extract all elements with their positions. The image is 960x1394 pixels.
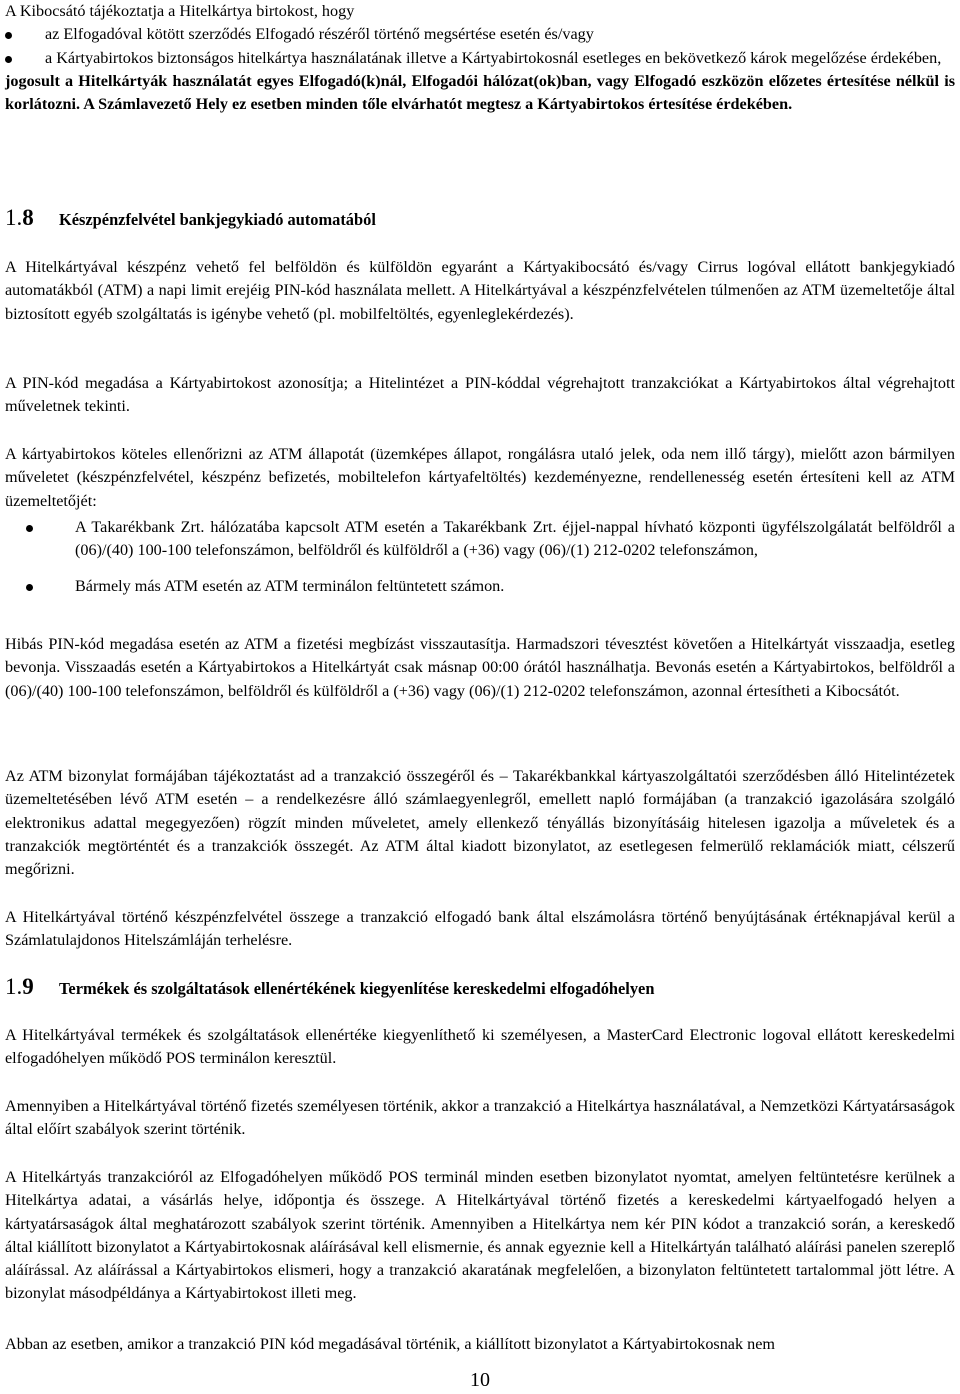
section-1-8-paragraph-1: A Hitelkártyával készpénz vehető fel belföldön és külföldön egyaránt a Kártyakibocsátó és/vagy Cirrus logóval ellátott bankjegykiadó automatákból (ATM) a napi limit erejéig PIN-kód használata mellett. A Hitelkártyával a készpénzfelvételen túlmenően az ATM üzemeltetője által biztosított egyéb szolgáltatás is igénybe vehető (pl. mobilfeltöltés, egyenleglekérdezés). xyxy=(5,258,955,323)
bullet-dot-icon xyxy=(5,56,12,63)
section-1-8-paragraph-5: Az ATM bizonylat formájában tájékoztatást ad a tranzakció összegéről és – Takarékbankkal kártyaszolgáltatói szerződésben álló Hitelintézetek üzemeltetésében lévő ATM esetén – a rendelkezésre álló számlaegyenlegről, emellett napló formájában (a tranzakció igazolására szolgáló elektronikus adattal megegyezően) rögzít minden műveletet, amely ellenkező tényállás bizonyításáig hitelesen igazolja a műveletek és a tranzakciók megtörténtét és a tranzakciók összegét. Az ATM által kiadott bizonylatot, az esetlegesen felmerülő reklamációk miatt, célszerű megőrizni. xyxy=(5,767,955,879)
section-1-8-paragraph-3: A kártyabirtokos köteles ellenőrizni az ATM állapotát (üzemképes állapot, rongálásra utaló jelek, oda nem illő tárgy), mielőtt azon bármilyen műveletet (készpénzfelvétel, készpénz befizetés, mobiltelefon kártyafeltöltés) kezdeményezne, rendellenesség esetén értesíteni kell az ATM üzemeltetőjét: xyxy=(5,445,955,510)
intro-bold-paragraph: jogosult a Hitelkártyák használatát egyes Elfogadó(k)nál, Elfogadói hálózat(ok)ban, vagy Elfogadó eszközön előzetes értesítése nélkül is korlátozni. A Számlavezető Hely ez esetben minden tőle elvárhatót megtesz a Kártyabirtokos értesítése érdekében. xyxy=(5,71,955,114)
list-item: Bármely más ATM esetén az ATM terminálon feltüntetett számon. xyxy=(5,575,955,598)
bullet-dot-icon xyxy=(5,32,12,39)
section-title: Termékek és szolgáltatások ellenértékének kiegyenlítése kereskedelmi elfogadóhelyen xyxy=(59,979,655,998)
section-number: 1.8 xyxy=(5,205,34,230)
section-1-8-paragraph-2: A PIN-kód megadása a Kártyabirtokost azonosítja; a Hitelintézet a PIN-kóddal végrehajtott tranzakciókat a Kártyabirtokos által végrehajtott műveletnek tekinti. xyxy=(5,374,955,416)
intro-bullet-2: a Kártyabirtokos biztonságos hitelkártya használatának illetve a Kártyabirtokosnál esetleges en bekövetkező károk megelőzése érdekében, xyxy=(5,47,955,70)
intro-bullet-1: az Elfogadóval kötött szerződés Elfogadó részéről történő megsértése esetén és/vagy xyxy=(5,23,955,46)
section-1-9-paragraph-3: A Hitelkártyás tranzakcióról az Elfogadóhelyen működő POS terminál minden esetben bizonylatot nyomtat, amelyen feltüntetésre kerülnek a Hitelkártya adatai, a vásárlás helye, időpontja és összege. A Hitelkártyával történő fizetés a kereskedelmi kártyaelfogadó helyen a kártyatársaságok által meghatározott szabályok szerint történik. Amennyiben a Hitelkártya nem kér PIN kódot a tranzakció során, a kereskedő által kiállított bizonylatot a Kártyabirtokosnak aláírásával kell elismernie, és annak egyeznie kell a Hitelkártyán található aláírási panelen szereplő aláírással. Az aláírással a Kártyabirtokos elismeri, hogy a tranzakció akaratának megfelelően, a bizonylaton feltüntetett tartalommal jött létre. A bizonylat másodpéldánya a Kártyabirtokost illeti meg. xyxy=(5,1168,955,1303)
page-number: 10 xyxy=(470,1369,490,1391)
section-1-8-heading xyxy=(5,206,955,231)
section-title: Készpénzfelvétel bankjegykiadó automatából xyxy=(59,210,376,229)
section-number: 1.9 xyxy=(5,974,34,999)
intro-line: A Kibocsátó tájékoztatja a Hitelkártya birtokost, hogy xyxy=(5,2,355,20)
bullet-dot-icon xyxy=(26,584,33,591)
section-1-8-paragraph-4: Hibás PIN-kód megadása esetén az ATM a fizetési megbízást visszautasítja. Harmadszori tévesztést követően a Hitelkártyát visszaadja, esetleg bevonja. Visszaadás esetén a Kártyabirtokos a Hitelkártyát csak másnap 00:00 órától használhatja. Bevonás esetén a Kártyabirtokos, belföldről a (06)/(40) 100-100 telefonszámon, belföldről és külföldről a (+36) vagy (06)/(1) 212-0202 telefonszámon, azonnal értesítheti a Kibocsátót. xyxy=(5,635,955,700)
section-1-8-paragraph-6: A Hitelkártyával történő készpénzfelvétel összege a tranzakció elfogadó bank által elszámolásra történő benyújtásának értéknapjával kerül a Számlatulajdonos Hitelszámláján terhelésre. xyxy=(5,908,955,950)
section-1-8-bullets xyxy=(5,516,955,598)
section-1-9-paragraph-4: Abban az esetben, amikor a tranzakció PIN kód megadásával történik, a kiállított bizonylatot a Kártyabirtokosnak nem xyxy=(5,1335,776,1353)
list-item: A Takarékbank Zrt. hálózatába kapcsolt ATM esetén a Takarékbank Zrt. éjjel-nappal hívható központi ügyfélszolgálatát belföldről a (06)/(40) 100-100 telefonszámon, belföldről és külföldről a (+36) vagy (06)/(1) 212-0202 telefonszámon, xyxy=(5,516,955,563)
intro-block xyxy=(5,0,955,116)
section-1-9-paragraph-1: A Hitelkártyával termékek és szolgáltatások ellenértéke kiegyenlíthető ki személyesen, a MasterCard Electronic logoval ellátott kereskedelmi elfogadóhelyen működő POS terminálon keresztül. xyxy=(5,1026,955,1068)
section-1-9-paragraph-2: Amennyiben a Hitelkártyával történő fizetés személyesen történik, akkor a tranzakció a Hitelkártya használatával, a Nemzetközi Kártyatársaságok által előírt szabályok szerint történik. xyxy=(5,1097,955,1139)
section-1-9-heading xyxy=(5,975,955,1000)
bullet-dot-icon xyxy=(26,525,33,532)
